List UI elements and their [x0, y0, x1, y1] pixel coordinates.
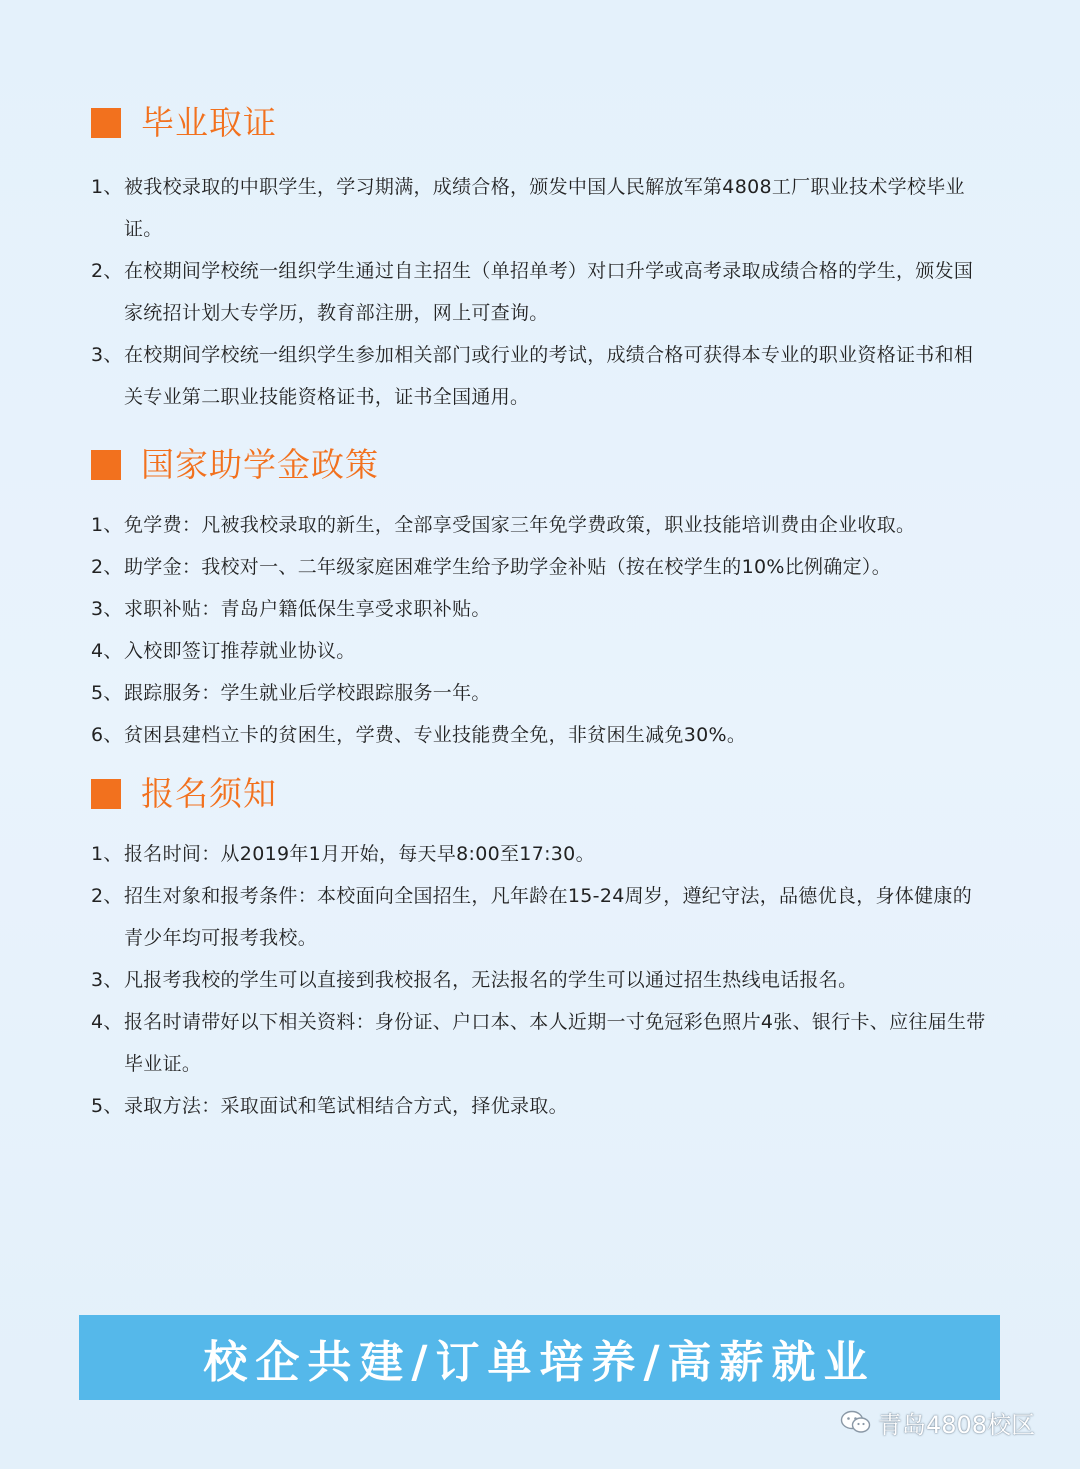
item-number: 2、: [91, 556, 123, 578]
square-bullet-icon: [91, 108, 121, 138]
square-bullet-icon: [91, 450, 121, 480]
item-number: 2、: [91, 260, 123, 282]
item-number: 3、: [91, 969, 123, 991]
section-header: [0, 765, 1080, 825]
item-text: 入校即签订推荐就业协议。: [124, 640, 356, 662]
item-number: 5、: [91, 1095, 123, 1117]
list-item: [0, 875, 986, 959]
section-header: [0, 94, 1080, 154]
item-number: 1、: [91, 176, 123, 198]
item-number: 5、: [91, 682, 123, 704]
slogan-banner: [79, 1315, 1000, 1400]
item-text: 求职补贴：青岛户籍低保生享受求职补贴。: [124, 598, 491, 620]
list-item: [0, 1001, 986, 1085]
list-item: [0, 250, 986, 334]
item-number: 4、: [91, 640, 123, 662]
item-list: [0, 504, 1080, 756]
account-watermark: [840, 1402, 1035, 1442]
list-item: [0, 959, 986, 1001]
banner-text: 校企共建/订单培养/高薪就业: [203, 1336, 876, 1388]
item-list: [0, 166, 1080, 418]
item-list: [0, 833, 1080, 1127]
item-number: 2、: [91, 885, 123, 907]
section-header: [0, 436, 1080, 496]
item-text: 在校期间学校统一组织学生参加相关部门或行业的考试，成绩合格可获得本专业的职业资格证书和相关专业第二职业技能资格证书，证书全国通用。: [124, 344, 974, 408]
item-number: 3、: [91, 598, 123, 620]
section-enrollment: [0, 765, 1080, 1127]
list-item: [0, 588, 986, 630]
section-title: 报名须知: [141, 774, 277, 813]
list-item: [0, 630, 986, 672]
item-number: 6、: [91, 724, 123, 746]
list-item: [0, 504, 986, 546]
list-item: [0, 672, 986, 714]
item-text: 在校期间学校统一组织学生通过自主招生（单招单考）对口升学或高考录取成绩合格的学生，颁发国家统招计划大专学历，教育部注册，网上可查询。: [124, 260, 974, 324]
item-text: 被我校录取的中职学生，学习期满，成绩合格，颁发中国人民解放军第4808工厂职业技术学校毕业证。: [124, 176, 965, 240]
item-number: 3、: [91, 344, 123, 366]
item-text: 录取方法：采取面试和笔试相结合方式，择优录取。: [124, 1095, 568, 1117]
list-item: [0, 1085, 986, 1127]
list-item: [0, 334, 986, 418]
item-number: 1、: [91, 843, 123, 865]
list-item: [0, 714, 986, 756]
section-graduation: [0, 94, 1080, 418]
watermark-text: 青岛4808校区: [878, 1410, 1036, 1439]
section-title: 国家助学金政策: [141, 445, 379, 484]
list-item: [0, 166, 986, 250]
list-item: [0, 546, 986, 588]
square-bullet-icon: [91, 779, 121, 809]
item-text: 贫困县建档立卡的贫困生，学费、专业技能费全免，非贫困生减免30%。: [124, 724, 747, 746]
item-text: 报名时请带好以下相关资料：身份证、户口本、本人近期一寸免冠彩色照片4张、银行卡、应往届生带毕业证。: [124, 1011, 986, 1075]
list-item: [0, 833, 986, 875]
item-text: 凡报考我校的学生可以直接到我校报名，无法报名的学生可以通过招生热线电话报名。: [124, 969, 858, 991]
item-text: 跟踪服务：学生就业后学校跟踪服务一年。: [124, 682, 491, 704]
item-text: 助学金：我校对一、二年级家庭困难学生给予助学金补贴（按在校学生的10%比例确定）。: [124, 556, 892, 578]
section-title: 毕业取证: [141, 103, 277, 142]
section-financial-aid: [0, 436, 1080, 756]
wechat-icon: [840, 1409, 872, 1435]
item-number: 1、: [91, 514, 123, 536]
item-text: 招生对象和报考条件：本校面向全国招生，凡年龄在15-24周岁，遵纪守法，品德优良，身体健康的青少年均可报考我校。: [124, 885, 973, 949]
item-text: 报名时间：从2019年1月开始，每天早8:00至17:30。: [124, 843, 595, 865]
item-text: 免学费：凡被我校录取的新生，全部享受国家三年免学费政策，职业技能培训费由企业收取。: [124, 514, 916, 536]
item-number: 4、: [91, 1011, 123, 1033]
